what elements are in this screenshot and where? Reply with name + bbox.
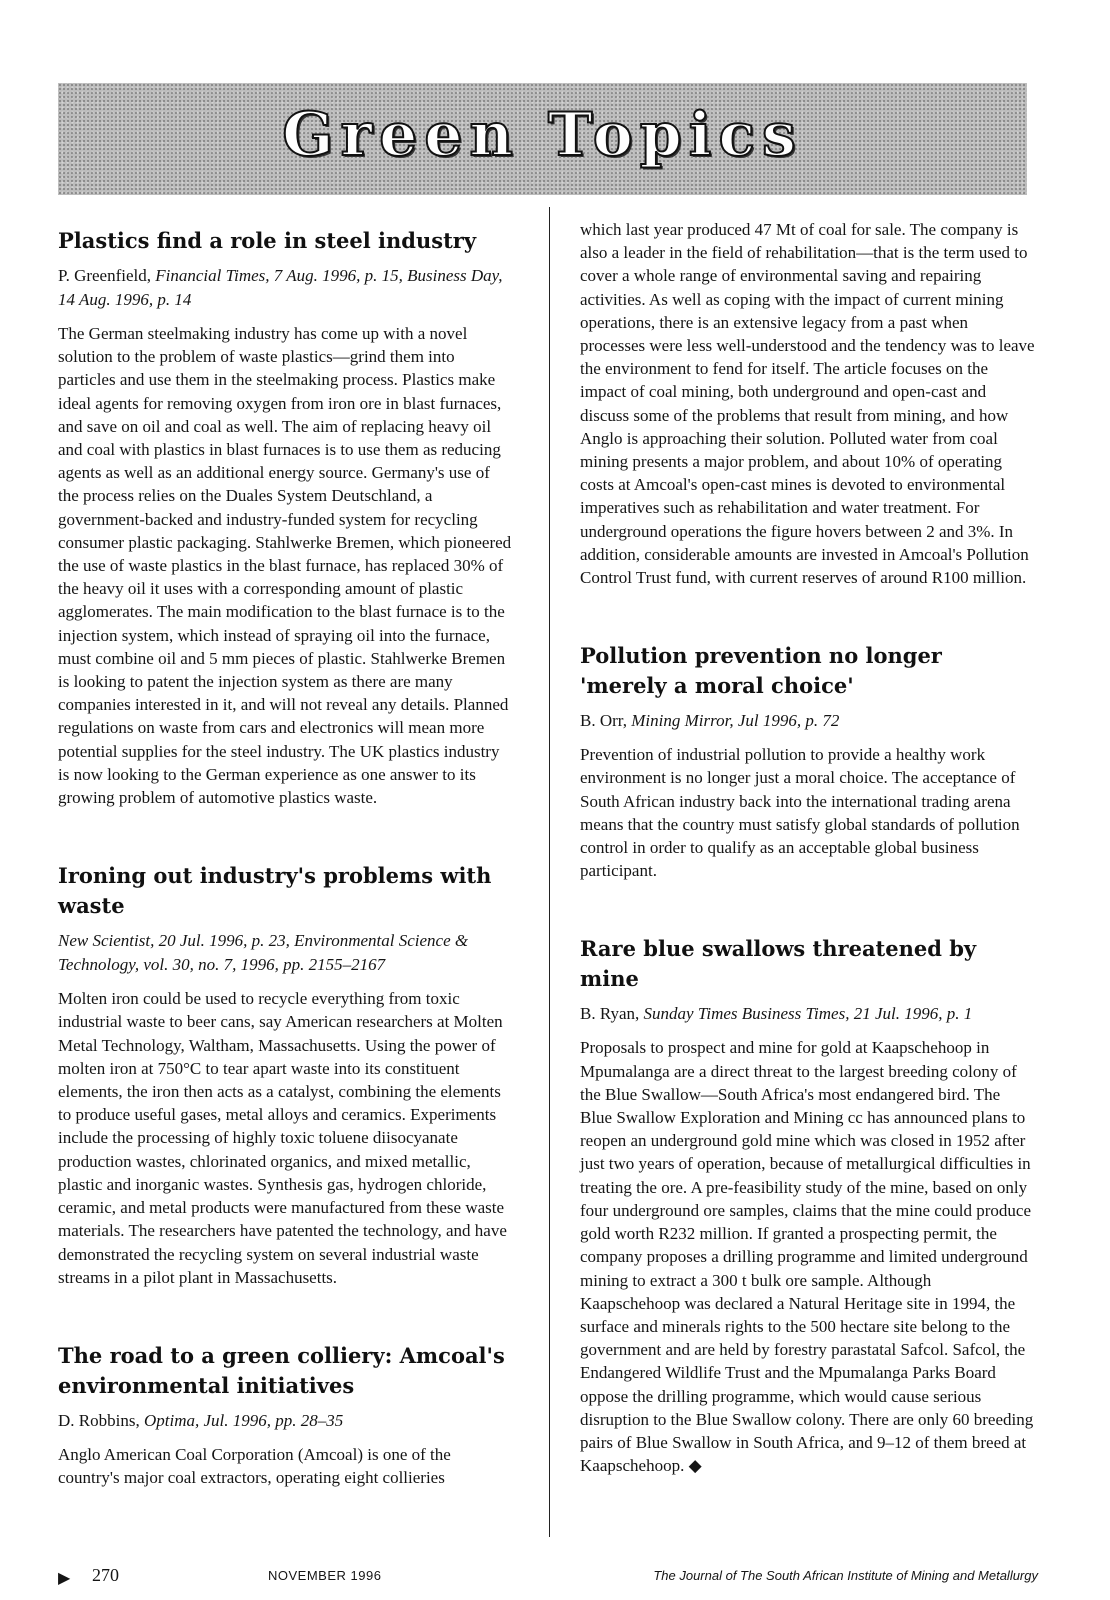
article-source: Sunday Times Business Times, 21 Jul. 1996, p. 1: [643, 1004, 973, 1024]
article-source: New Scientist, 20 Jul. 1996, p. 23, Environmental Science & Technology, vol. 30, no. 7, 1996, pp. 2155–2167: [58, 931, 469, 975]
page-number: 270: [92, 1565, 119, 1585]
page-footer: [58, 1565, 1038, 1589]
article-body-continued: which last year produced 47 Mt of coal for sale. The company is also a leader in the field of rehabilitation—that is the term used to cover a whole range of environmental saving and repairing activities. As well as coping with the impact of current mining operations, there is an extensive legacy from a past when processes were less well-understood and the tendency was to leave the environment to fend for itself. The article focuses on the impact of coal mining, both underground and open-cast and discuss some of the problems that result from mining, and how Anglo is approaching their solution. Polluted water from coal mining presents a major problem, and about 10% of operating costs at Amcoal's open-cast mines is devoted to environmental imperatives such as rehabilitation and water treatment. For underground operations the figure hovers between 2 and 3%. In addition, considerable amounts are invested in Amcoal's Pollution Control Trust fund, with current reserves of around R100 million.: [580, 220, 1035, 588]
article-byline: [58, 1409, 513, 1433]
article-headline: Plastics find a role in steel industry: [58, 228, 477, 253]
article-plastics: [58, 226, 513, 809]
right-column: [580, 218, 1035, 1477]
article-author: B. Ryan,: [580, 1004, 640, 1024]
section-title: Green Topics: [282, 100, 803, 170]
article-pollution: [580, 641, 1035, 882]
article-colliery: [58, 1341, 513, 1489]
article-byline: [58, 264, 513, 312]
section-banner: [58, 83, 1027, 195]
column-divider: [549, 207, 550, 1537]
end-mark-icon: ◆: [688, 1456, 702, 1476]
article-source: Mining Mirror, Jul 1996, p. 72: [631, 711, 840, 731]
article-body: Molten iron could be used to recycle everything from toxic industrial waste to beer cans, say American researchers at Molten Metal Technology, Waltham, Massachusetts. Using the power of molten iron at 750°C to tear apart waste into its constituent elements, the iron then acts as a catalyst, combining the elements to produce useful gases, metal alloys and ceramics. Experiments include the processing of highly toxic toluene diisocyanate production wastes, chlorinated organics, and mixed metallic, plastic and inorganic wastes. Synthesis gas, hydrogen chloride, ceramic, and metal products were manufactured from these waste materials. The researchers have patented the technology, and have demonstrated the recycling system on several industrial waste streams in a pilot plant in Massachusetts.: [58, 989, 507, 1287]
article-swallows: [580, 934, 1035, 1477]
article-author: P. Greenfield,: [58, 266, 152, 285]
article-source: Optima, Jul. 1996, pp. 28–35: [143, 1410, 344, 1430]
article-body: Prevention of industrial pollution to provide a healthy work environment is no longer just a moral choice. The acceptance of South African industry back into the international trading arena means that the country must satisfy global standards of pollution control in order to qualify as an acceptable global business participant.: [580, 745, 1020, 881]
article-body: [580, 1036, 1035, 1477]
article-byline: [58, 929, 513, 977]
article-colliery-continued: [580, 218, 1035, 589]
page-marker-icon: ▶: [58, 1568, 71, 1587]
article-byline: [580, 709, 1035, 733]
article-author: D. Robbins,: [58, 1410, 140, 1430]
left-column: [58, 200, 513, 1489]
article-headline: Ironing out industry's problems with waste: [58, 863, 492, 919]
article-headline: Pollution prevention no longer 'merely a moral choice': [580, 643, 942, 699]
issue-date: NOVEMBER 1996: [268, 1568, 382, 1583]
article-ironing: [58, 861, 513, 1289]
article-source: Financial Times, 7 Aug. 1996, p. 15, Business Day, 14 Aug. 1996, p. 14: [58, 266, 503, 309]
journal-name: The Journal of The South African Institute of Mining and Metallurgy: [653, 1568, 1038, 1583]
article-headline: The road to a green colliery: Amcoal's environmental initiatives: [58, 1342, 505, 1398]
article-byline: [580, 1002, 1035, 1026]
article-body: The German steelmaking industry has come up with a novel solution to the problem of waste plastics—grind them into particles and use them in the steelmaking process. Plastics make ideal agents for removing oxygen from iron ore in blast furnaces, and save on oil and coal as well. The aim of replacing heavy oil and coal with plastics in blast furnaces is to use them as reducing agents as well as an additional energy source. Germany's use of the process relies on the Duales System Deutschland, a government-backed and industry-funded system for recycling consumer plastic packaging. Stahlwerke Bremen, which pioneered the use of waste plastics in the blast furnace, has replaced 30% of the heavy oil it uses with a corresponding amount of plastic agglomerates. The main modification to the blast furnace is to the injection system, which instead of spraying oil into the furnace, must combine oil and 5 mm pieces of plastic. Stahlwerke Bremen is looking to patent the injection system as there are many companies interested in it, and will not reveal any details. Planned regulations on waste from cars and electronics will mean more potential supplies for the steel industry. The UK plastics industry is now looking to the German experience as one answer to its growing problem of automotive plastics waste.: [58, 324, 512, 808]
article-body: Anglo American Coal Corporation (Amcoal) is one of the country's major coal extractors, operating eight collieries: [58, 1444, 451, 1488]
article-author: B. Orr,: [580, 711, 628, 731]
article-headline: Rare blue swallows threatened by mine: [580, 936, 977, 992]
article-body-text: Proposals to prospect and mine for gold at Kaapschehoop in Mpumalanga are a direct threat to the largest breeding colony of the Blue Swallow—South Africa's most endangered bird. The Blue Swallow Exploration and Mining cc has announced plans to reopen an underground gold mine which was closed in 1952 after just two years of operation, because of metallurgical difficulties in treating the ore. A pre-feasibility study of the mine, based on only four underground ore samples, claims that the mine could produce gold worth R232 million. If granted a prospecting permit, the company proposes a drilling programme and limited underground mining to extract a 300 t bulk ore sample. Although Kaapschehoop was declared a Natural Heritage site in 1994, the surface and minerals rights to the 500 hectare site belong to the government and are held by forestry parastatal Safcol. Safcol, the Endangered Wildlife Trust and the Mpumalanga Parks Board oppose the drilling programme, which would cause serious disruption to the Blue Swallow colony. There are only 60 breeding pairs of Blue Swallow in South Africa, and 9–12 of them breed at Kaapschehoop.: [580, 1038, 1034, 1476]
